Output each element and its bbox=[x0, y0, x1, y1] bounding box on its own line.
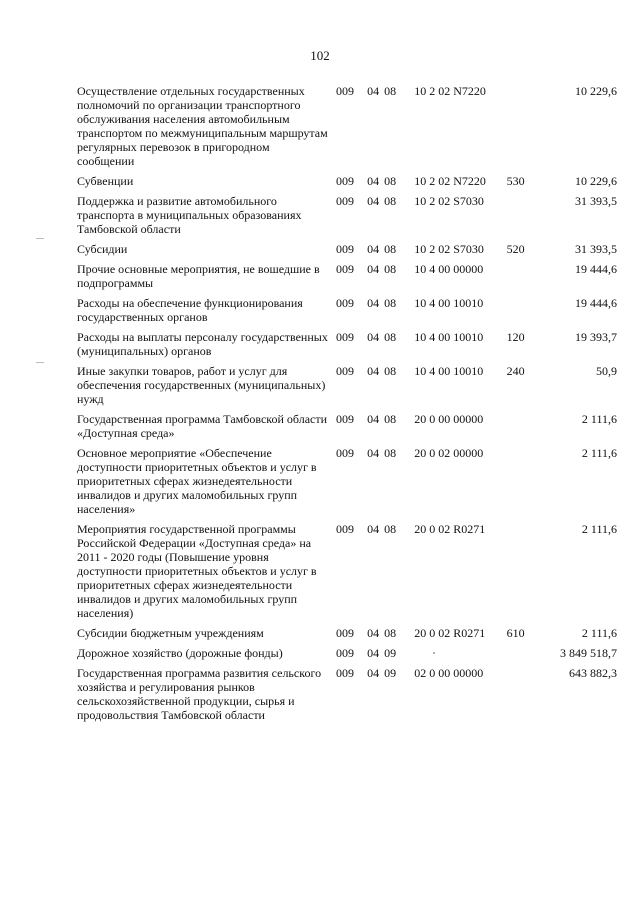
row-rz: 04 bbox=[367, 522, 380, 536]
row-csr bbox=[414, 646, 506, 666]
row-name: Государственная программа развития сельского хозяйства и регулирования рынков сельскохозяйственной продукции, сырья и продовольствия Тамбовской области bbox=[77, 666, 322, 722]
row-grbs: 009 bbox=[335, 666, 354, 680]
table-row bbox=[77, 522, 617, 626]
row-vr bbox=[507, 412, 539, 446]
row-csr: 10 2 02 S7030 bbox=[414, 242, 484, 256]
row-vr bbox=[507, 84, 539, 174]
row-grbs: 009 bbox=[335, 446, 354, 460]
row-grbs: 009 bbox=[335, 646, 354, 660]
budget-table bbox=[77, 84, 617, 728]
row-vr: 240 bbox=[506, 364, 525, 378]
row-pr: 08 bbox=[384, 522, 397, 536]
row-name: Иные закупки товаров, работ и услуг для обеспечения государственных (муниципальных) нужд bbox=[77, 364, 326, 406]
row-csr: 10 4 00 10010 bbox=[414, 364, 484, 378]
row-grbs: 009 bbox=[335, 412, 354, 426]
row-grbs: 009 bbox=[335, 626, 354, 640]
row-name: Субвенции bbox=[77, 174, 134, 188]
table-row bbox=[77, 412, 617, 446]
row-name: Осуществление отдельных государственных полномочий по организации транспортного обслуживания населения автомобильным транспортом по межмуниципальным маршрутам регулярных перевозок в пригородном сообщении bbox=[77, 84, 328, 168]
row-csr: 10 2 02 N7220 bbox=[414, 174, 486, 188]
row-vr: 520 bbox=[506, 242, 525, 256]
table-row bbox=[77, 262, 617, 296]
row-rz: 04 bbox=[367, 242, 380, 256]
row-rz: 04 bbox=[367, 446, 380, 460]
row-sum: 2 111,6 bbox=[581, 412, 617, 426]
row-sum: 19 444,6 bbox=[575, 262, 617, 276]
row-name: Поддержка и развитие автомобильного транспорта в муниципальных образованиях Тамбовской области bbox=[77, 194, 302, 236]
row-csr: 20 0 02 R0271 bbox=[414, 522, 486, 536]
scan-margin-mark bbox=[36, 362, 44, 363]
row-csr: 02 0 00 00000 bbox=[414, 666, 484, 680]
row-grbs: 009 bbox=[335, 330, 354, 344]
table-row bbox=[77, 646, 617, 666]
row-name: Расходы на выплаты персоналу государственных (муниципальных) органов bbox=[77, 330, 328, 358]
row-vr: 610 bbox=[506, 626, 525, 640]
row-sum: 50,9 bbox=[596, 364, 617, 378]
table-row bbox=[77, 666, 617, 728]
row-rz: 04 bbox=[367, 666, 380, 680]
row-pr: 08 bbox=[384, 330, 397, 344]
row-rz: 04 bbox=[367, 262, 380, 276]
row-rz: 04 bbox=[367, 364, 380, 378]
row-sum: 10 229,6 bbox=[575, 174, 617, 188]
row-name: Расходы на обеспечение функционирования государственных органов bbox=[77, 296, 303, 324]
row-rz: 04 bbox=[367, 296, 380, 310]
row-name: Государственная программа Тамбовской области «Доступная среда» bbox=[77, 412, 328, 440]
table-row bbox=[77, 194, 617, 242]
row-name: Субсидии bbox=[77, 242, 128, 256]
row-csr: 10 4 00 00000 bbox=[414, 262, 484, 276]
table-row bbox=[77, 364, 617, 412]
row-csr: 10 2 02 S7030 bbox=[414, 194, 484, 208]
table-row bbox=[77, 446, 617, 522]
row-csr: 20 0 02 00000 bbox=[414, 446, 484, 460]
row-name: Мероприятия государственной программы Российской Федерации «Доступная среда» на 2011 - 2020 годы (Повышение уровня доступности приоритетных объектов и услуг в приоритетных сферах жизнедеятельности инвалидов и других маломобильных групп населения) bbox=[77, 522, 317, 620]
row-sum: 3 849 518,7 bbox=[560, 646, 617, 660]
row-grbs: 009 bbox=[335, 364, 354, 378]
row-csr: 10 2 02 N7220 bbox=[414, 84, 486, 98]
row-rz: 04 bbox=[367, 84, 380, 98]
row-csr: 20 0 00 00000 bbox=[414, 412, 484, 426]
table-row bbox=[77, 296, 617, 330]
row-vr bbox=[507, 666, 539, 728]
row-pr: 08 bbox=[384, 296, 397, 310]
row-sum: 643 882,3 bbox=[569, 666, 617, 680]
row-rz: 04 bbox=[367, 194, 380, 208]
row-grbs: 009 bbox=[335, 242, 354, 256]
row-pr: 08 bbox=[384, 364, 397, 378]
row-pr: 09 bbox=[384, 646, 397, 660]
row-rz: 04 bbox=[367, 646, 380, 660]
row-vr: 120 bbox=[506, 330, 525, 344]
row-sum: 19 393,7 bbox=[575, 330, 617, 344]
row-csr: 10 4 00 10010 bbox=[414, 296, 484, 310]
row-name: Субсидии бюджетным учреждениям bbox=[77, 626, 264, 640]
row-rz: 04 bbox=[367, 412, 380, 426]
row-pr: 08 bbox=[384, 84, 397, 98]
row-grbs: 009 bbox=[335, 194, 354, 208]
row-pr: 08 bbox=[384, 174, 397, 188]
row-grbs: 009 bbox=[335, 296, 354, 310]
row-pr: 08 bbox=[384, 194, 397, 208]
row-pr: 08 bbox=[384, 412, 397, 426]
table-row bbox=[77, 242, 617, 262]
row-grbs: 009 bbox=[335, 522, 354, 536]
table-row bbox=[77, 626, 617, 646]
row-rz: 04 bbox=[367, 330, 380, 344]
row-pr: 08 bbox=[384, 242, 397, 256]
row-vr bbox=[507, 446, 539, 522]
row-sum: 19 444,6 bbox=[575, 296, 617, 310]
row-name: Основное мероприятие «Обеспечение доступности приоритетных объектов и услуг в приоритетных сферах жизнедеятельности инвалидов и других маломобильных групп населения» bbox=[77, 446, 317, 516]
table-row bbox=[77, 84, 617, 174]
row-rz: 04 bbox=[367, 174, 380, 188]
row-sum: 31 393,5 bbox=[575, 242, 617, 256]
row-grbs: 009 bbox=[335, 262, 354, 276]
row-pr: 08 bbox=[384, 626, 397, 640]
row-sum: 2 111,6 bbox=[581, 446, 617, 460]
row-pr: 09 bbox=[384, 666, 397, 680]
row-sum: 10 229,6 bbox=[575, 84, 617, 98]
row-pr: 08 bbox=[384, 262, 397, 276]
row-grbs: 009 bbox=[335, 84, 354, 98]
row-vr bbox=[507, 646, 539, 666]
row-vr bbox=[507, 262, 539, 296]
row-vr bbox=[507, 522, 539, 626]
row-vr bbox=[507, 296, 539, 330]
row-sum: 31 393,5 bbox=[575, 194, 617, 208]
table-row bbox=[77, 330, 617, 364]
row-sum: 2 111,6 bbox=[581, 522, 617, 536]
row-rz: 04 bbox=[367, 626, 380, 640]
scan-margin-mark bbox=[36, 238, 44, 239]
row-name: Дорожное хозяйство (дорожные фонды) bbox=[77, 646, 283, 660]
row-pr: 08 bbox=[384, 446, 397, 460]
row-name: Прочие основные мероприятия, не вошедшие в подпрограммы bbox=[77, 262, 320, 290]
row-vr bbox=[507, 194, 539, 242]
table-row bbox=[77, 174, 617, 194]
row-grbs: 009 bbox=[335, 174, 354, 188]
page-number: 102 bbox=[310, 48, 330, 63]
row-csr: 20 0 02 R0271 bbox=[414, 626, 486, 640]
row-sum: 2 111,6 bbox=[581, 626, 617, 640]
row-csr: 10 4 00 10010 bbox=[414, 330, 484, 344]
row-vr: 530 bbox=[506, 174, 525, 188]
